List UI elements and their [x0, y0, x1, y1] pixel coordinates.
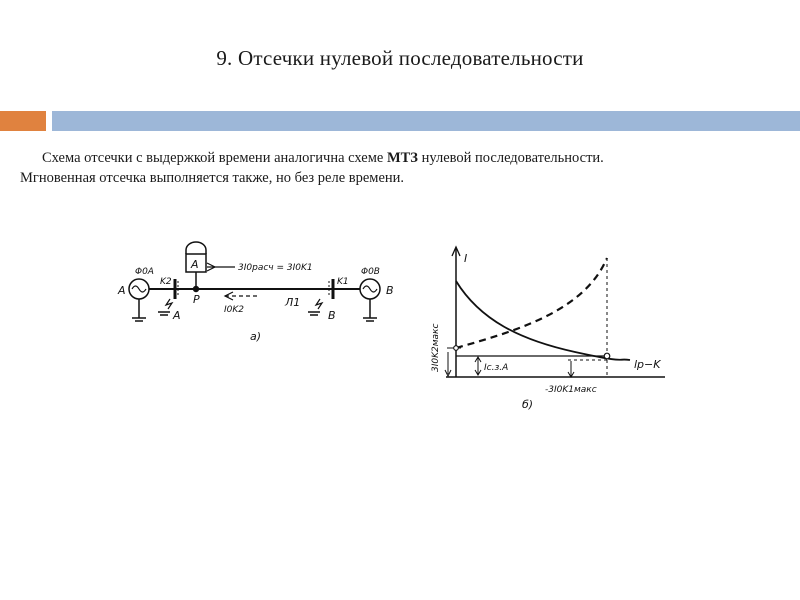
paragraph-1-end: нулевой последовательности.: [417, 150, 604, 166]
current-top-label: 3I0расч = 3I0K1: [238, 263, 313, 273]
relay-connection-dot: [194, 287, 199, 292]
paragraph-2: Мгновенная отсечка выполняется также, но без реле времени.: [20, 170, 405, 186]
line-label: Л1: [285, 296, 301, 309]
curve-3i0k2: [456, 258, 607, 348]
figure-a-labels: [117, 258, 394, 343]
source-b-label: B: [386, 284, 394, 297]
k2-label: K2: [160, 277, 172, 287]
y-left-label: 3I0K2макс: [431, 323, 441, 372]
phi-0a-label: Φ0A: [135, 267, 154, 277]
fault-k2-symbol: [166, 299, 172, 309]
x-axis-label: lр−K: [634, 358, 661, 371]
paragraph-1-start: Схема отсечки с выдержкой времени аналогична схеме: [42, 150, 387, 166]
figure-b-labels: [431, 252, 661, 411]
phi-0b-label: Φ0B: [361, 267, 380, 277]
source-b-wave: [363, 286, 377, 292]
current-bottom-label: I0K2: [224, 305, 245, 315]
relay-dome: [186, 242, 206, 254]
k1-label: K1: [337, 277, 349, 287]
slide-title: 9. Отсечки нулевой последовательности: [216, 46, 584, 70]
source-a-wave: [132, 286, 146, 292]
bus-b-label: B: [328, 309, 336, 322]
figure-b-caption: б): [522, 398, 534, 411]
source-a-label: A: [118, 284, 126, 297]
p-label: P: [193, 293, 200, 306]
y-axis-label: I: [464, 252, 468, 265]
fault-l1-symbol: [316, 299, 322, 309]
bottom-label: -3I0K1макс: [545, 385, 597, 395]
figure-a-caption: a): [250, 330, 262, 343]
relay-label: A: [191, 258, 199, 271]
setting-label: Iс.з.A: [484, 363, 509, 373]
y-max-point: [454, 346, 459, 351]
figure-b-graph: [445, 247, 665, 377]
setting-point: [604, 353, 610, 359]
paragraph-1-bold: МТЗ: [386, 150, 418, 166]
curve-3i0k1: [456, 281, 630, 360]
bus-a-label: A: [173, 309, 181, 322]
